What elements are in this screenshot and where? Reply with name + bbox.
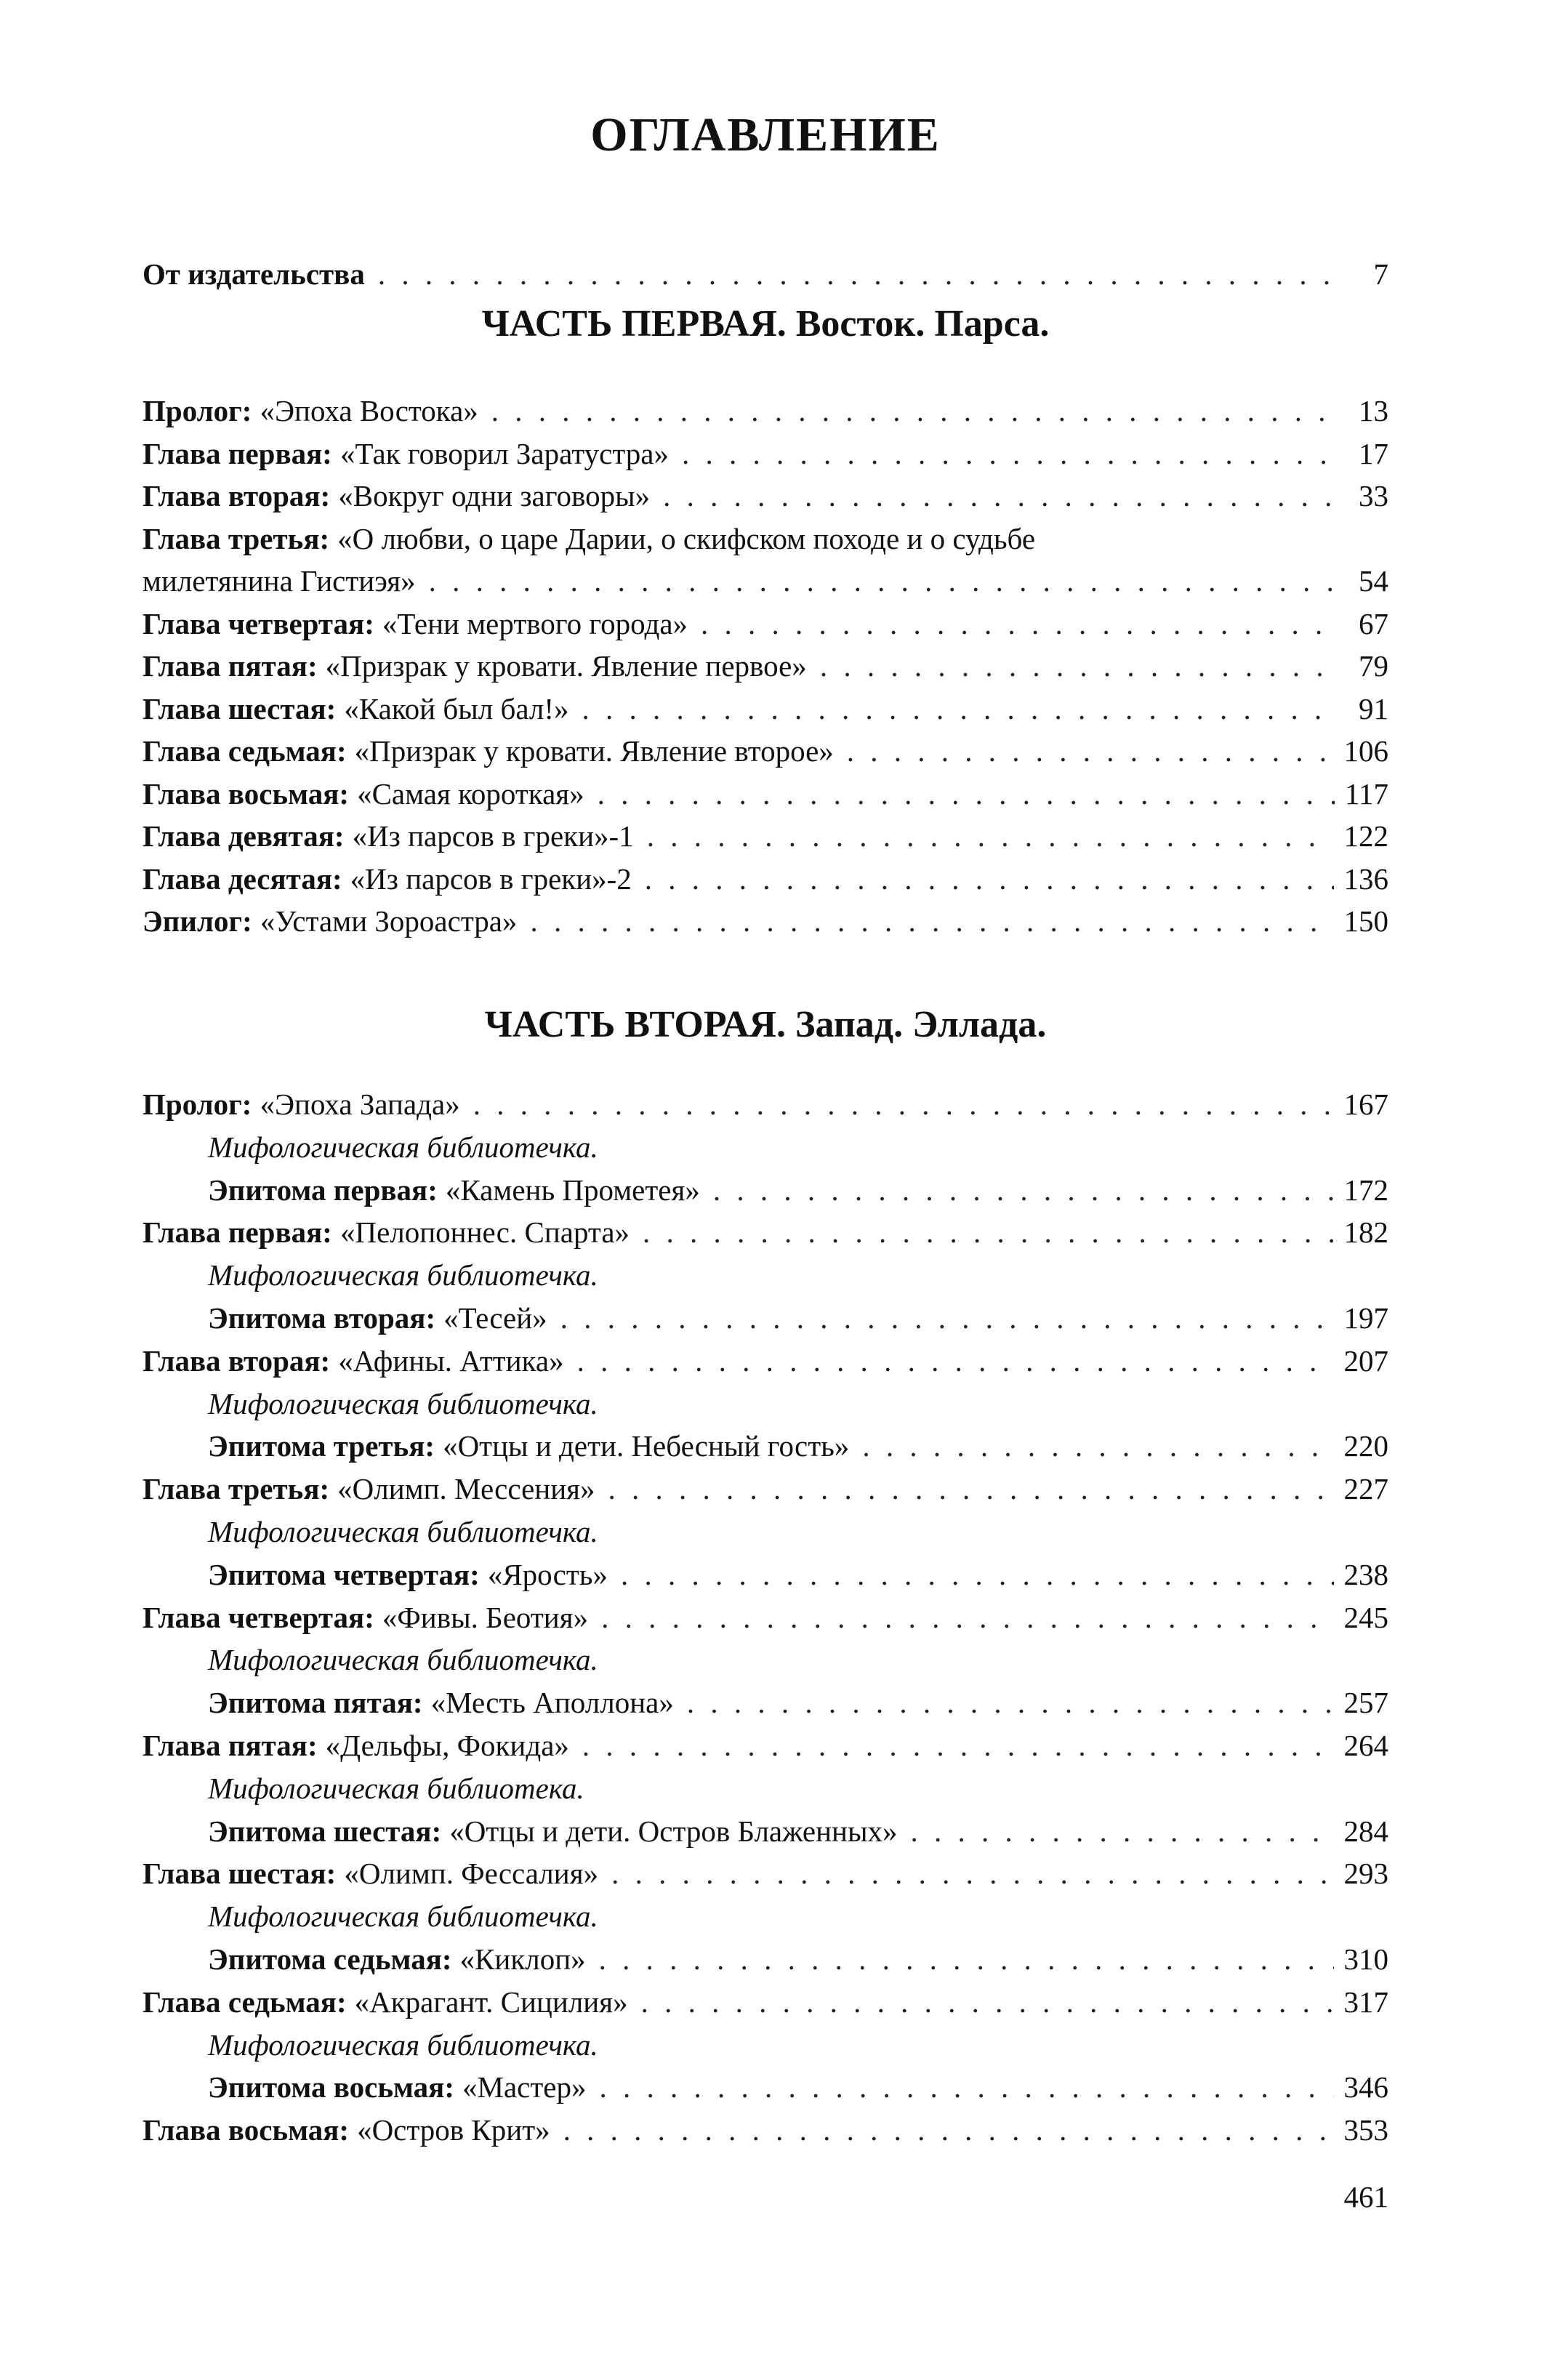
- entry-page-number: 67: [1359, 606, 1388, 640]
- dot-leader: [682, 433, 1335, 475]
- library-note: Мифологическая библиотечка.: [208, 1899, 598, 1934]
- entry-prefix: Глава третья:: [142, 521, 330, 555]
- library-note: Мифологическая библиотечка.: [208, 1643, 598, 1677]
- entry-title: «Афины. Аттика»: [338, 1343, 564, 1378]
- entry-prefix: Эпитома четвертая:: [208, 1557, 480, 1591]
- toc-entry: [142, 730, 1388, 772]
- toc-sub-entry: [142, 1938, 1388, 1980]
- entry-page-number: 106: [1343, 734, 1388, 768]
- library-note: Мифологическая библиотечка.: [208, 1386, 598, 1420]
- entry-page-number: 122: [1343, 819, 1388, 853]
- toc-entry: [142, 1596, 1388, 1639]
- library-note: Мифологическая библиотечка.: [208, 1258, 598, 1292]
- dot-leader: [577, 1340, 1334, 1382]
- entry-title: «Месть Аполлона»: [430, 1686, 674, 1720]
- entry-title-continuation: милетянина Гистиэя»: [142, 564, 416, 598]
- dot-leader: [599, 2066, 1333, 2108]
- entry-title: «Вокруг одни заговоры»: [338, 479, 651, 512]
- dot-leader: [599, 1938, 1334, 1980]
- entry-page-number: 207: [1343, 1343, 1388, 1378]
- dot-leader: [582, 1724, 1334, 1766]
- entry-prefix: Эпитома пятая:: [208, 1686, 423, 1720]
- entry-prefix: Глава первая:: [142, 436, 332, 470]
- entry-title: «Какой был бал!»: [344, 691, 569, 725]
- toc-sub-entry: [142, 2066, 1388, 2108]
- entry-title: «Пелопоннес. Спарта»: [339, 1215, 630, 1250]
- entry-title: «Так говорил Заратустра»: [339, 436, 669, 470]
- entry-page-number: 245: [1343, 1600, 1388, 1634]
- dot-leader: [608, 1468, 1334, 1510]
- page-title: ОГЛАВЛЕНИЕ: [590, 108, 941, 161]
- dot-leader: [601, 1596, 1333, 1639]
- toc-sub-entry: [142, 1297, 1388, 1339]
- toc-entry-line: [142, 518, 1388, 560]
- toc-entry: [142, 1340, 1388, 1382]
- toc-entry: [142, 815, 1388, 857]
- dot-leader: [560, 1297, 1334, 1339]
- dot-leader: [701, 603, 1335, 645]
- entry-prefix: Глава пятая:: [142, 1729, 318, 1762]
- entry-title: «Эпоха Востока»: [260, 394, 478, 427]
- entry-title: «Фивы. Беотия»: [382, 1600, 589, 1634]
- entry-title: «Отцы и дети. Небесный гость»: [443, 1429, 850, 1463]
- entry-title: «Олимп. Фессалия»: [344, 1857, 599, 1891]
- toc-sub-entry: [142, 1553, 1388, 1596]
- entry-prefix: Пролог:: [142, 394, 252, 427]
- toc-entry-intro: [142, 253, 1388, 295]
- entry-title: «Отцы и дети. Остров Блаженных»: [449, 1814, 898, 1848]
- entry-title: «Призрак у кровати. Явление первое»: [325, 649, 807, 683]
- dot-leader: [429, 560, 1335, 602]
- toc-entry: [142, 900, 1388, 942]
- entry-page-number: 284: [1343, 1814, 1388, 1848]
- entry-page-number: 310: [1343, 1942, 1388, 1976]
- entry-page-number: 346: [1343, 2070, 1388, 2104]
- toc-entry: [142, 688, 1388, 730]
- toc-entry: [142, 858, 1388, 900]
- entry-page-number: 150: [1343, 904, 1388, 938]
- entry-prefix: От издательства: [142, 257, 365, 291]
- entry-prefix: Пролог:: [142, 1087, 252, 1121]
- entry-title: «Акрагант. Сицилия»: [354, 1985, 628, 2019]
- entry-page-number: 17: [1359, 436, 1388, 470]
- entry-prefix: Эпитома шестая:: [208, 1814, 442, 1848]
- dot-leader: [641, 1981, 1334, 2023]
- toc-entry: [142, 603, 1388, 645]
- entry-title: «Ярость»: [487, 1557, 608, 1591]
- entry-page-number: 7: [1373, 257, 1388, 291]
- entry-page-number: 353: [1343, 2113, 1388, 2147]
- entry-title: «Устами Зороастра»: [260, 904, 518, 938]
- entry-page-number: 91: [1359, 691, 1388, 725]
- entry-prefix: Глава шестая:: [142, 1857, 337, 1891]
- entry-prefix: Глава десятая:: [142, 861, 342, 896]
- entry-prefix: Глава седьмая:: [142, 1985, 347, 2019]
- entry-prefix: Глава первая:: [142, 1215, 332, 1250]
- entry-title: «Мастер»: [462, 2070, 587, 2104]
- entry-title: «О любви, о царе Дарии, о скифском походе и о судьбе: [337, 521, 1036, 555]
- library-note: Мифологическая библиотечка.: [208, 1130, 598, 1164]
- dot-leader: [663, 475, 1335, 517]
- entry-title: «Тесей»: [443, 1301, 547, 1335]
- entry-title: «Дельфы, Фокида»: [325, 1729, 569, 1762]
- toc-entry: [142, 2109, 1388, 2151]
- entry-page-number: 238: [1343, 1557, 1388, 1591]
- entry-title: «Тени мертвого города»: [382, 606, 688, 640]
- dot-leader: [598, 773, 1335, 815]
- toc-entry: [142, 773, 1388, 815]
- toc-entry: [142, 475, 1388, 517]
- entry-page-number: 54: [1359, 564, 1388, 598]
- entry-page-number: 264: [1343, 1729, 1388, 1762]
- toc-entry: [142, 1724, 1388, 1766]
- entry-prefix: Глава седьмая:: [142, 734, 347, 768]
- dot-leader: [911, 1810, 1334, 1852]
- dot-leader: [820, 645, 1335, 687]
- entry-title: «Призрак у кровати. Явление второе»: [354, 734, 834, 768]
- entry-prefix: Глава восьмая:: [142, 2113, 350, 2147]
- dot-leader: [378, 253, 1335, 295]
- entry-page-number: 197: [1343, 1301, 1388, 1335]
- dot-leader: [847, 730, 1334, 772]
- entry-prefix: Эпилог:: [142, 904, 252, 938]
- dot-leader: [491, 390, 1335, 432]
- entry-prefix: Глава восьмая:: [142, 776, 350, 811]
- entry-prefix: Глава четвертая:: [142, 1600, 374, 1634]
- dot-leader: [582, 688, 1335, 730]
- toc-sub-entry: [142, 1810, 1388, 1852]
- toc-sub-entry: [142, 1681, 1388, 1724]
- toc-entry: [142, 1468, 1388, 1510]
- dot-leader: [563, 2109, 1334, 2151]
- entry-page-number: 117: [1345, 776, 1388, 811]
- page-folio: 461: [1343, 2180, 1388, 2214]
- entry-prefix: Глава вторая:: [142, 1343, 331, 1378]
- entry-prefix: Эпитома третья:: [208, 1429, 435, 1463]
- entry-prefix: Глава третья:: [142, 1472, 330, 1506]
- entry-title: «Остров Крит»: [357, 2113, 550, 2147]
- part-two-heading: ЧАСТЬ ВТОРАЯ. Запад. Эллада.: [484, 1004, 1047, 1045]
- part-one-heading: ЧАСТЬ ПЕРВАЯ. Восток. Парса.: [481, 303, 1050, 345]
- entry-title: «Из парсов в греки»-1: [352, 819, 634, 853]
- toc-sub-entry: [142, 1425, 1388, 1467]
- dot-leader: [473, 1083, 1334, 1125]
- entry-prefix: Глава вторая:: [142, 479, 331, 512]
- entry-page-number: 79: [1359, 649, 1388, 683]
- entry-page-number: 220: [1343, 1429, 1388, 1463]
- dot-leader: [647, 815, 1334, 857]
- entry-title: «Камень Прометея»: [445, 1173, 700, 1207]
- entry-page-number: 182: [1343, 1215, 1388, 1250]
- toc-sub-entry: [142, 1169, 1388, 1211]
- entry-prefix: Эпитома седьмая:: [208, 1942, 452, 1976]
- dot-leader: [713, 1169, 1334, 1211]
- entry-page-number: 227: [1343, 1472, 1388, 1506]
- entry-prefix: Глава пятая:: [142, 649, 318, 683]
- library-note: Мифологическая библиотечка.: [208, 2027, 598, 2062]
- entry-page-number: 13: [1359, 394, 1388, 427]
- toc-entry: [142, 645, 1388, 687]
- library-note: Мифологическая библиотека.: [208, 1771, 584, 1805]
- dot-leader: [687, 1681, 1334, 1724]
- entry-prefix: Глава четвертая:: [142, 606, 374, 640]
- entry-page-number: 172: [1343, 1173, 1388, 1207]
- entry-prefix: Эпитома вторая:: [208, 1301, 436, 1335]
- entry-page-number: 167: [1343, 1087, 1388, 1121]
- dot-leader: [643, 1211, 1333, 1253]
- dot-leader: [530, 900, 1333, 942]
- dot-leader: [862, 1425, 1333, 1467]
- toc-entry: [142, 433, 1388, 475]
- entry-page-number: 257: [1343, 1686, 1388, 1720]
- dot-leader: [611, 1852, 1333, 1894]
- entry-title: «Эпоха Запада»: [260, 1087, 460, 1121]
- entry-title: «Самая короткая»: [357, 776, 584, 811]
- toc-entry: [142, 1852, 1388, 1894]
- dot-leader: [621, 1553, 1334, 1596]
- entry-title: «Киклоп»: [459, 1942, 586, 1976]
- entry-page-number: 317: [1343, 1985, 1388, 2019]
- toc-entry: [142, 390, 1388, 432]
- entry-prefix: Глава девятая:: [142, 819, 345, 853]
- entry-page-number: 136: [1343, 861, 1388, 896]
- entry-page-number: 33: [1359, 479, 1388, 512]
- entry-prefix: Эпитома восьмая:: [208, 2070, 454, 2104]
- entry-page-number: 293: [1343, 1857, 1388, 1891]
- toc-entry: [142, 1981, 1388, 2023]
- library-note: Мифологическая библиотечка.: [208, 1515, 598, 1548]
- toc-entry: [142, 1211, 1388, 1253]
- entry-prefix: Глава шестая:: [142, 691, 337, 725]
- entry-title: «Олимп. Мессения»: [337, 1472, 595, 1506]
- toc-page: [142, 0, 1388, 2364]
- dot-leader: [645, 858, 1334, 900]
- entry-prefix: Эпитома первая:: [208, 1173, 438, 1207]
- entry-title: «Из парсов в греки»-2: [350, 861, 632, 896]
- toc-entry: [142, 560, 1388, 602]
- toc-entry: [142, 1083, 1388, 1125]
